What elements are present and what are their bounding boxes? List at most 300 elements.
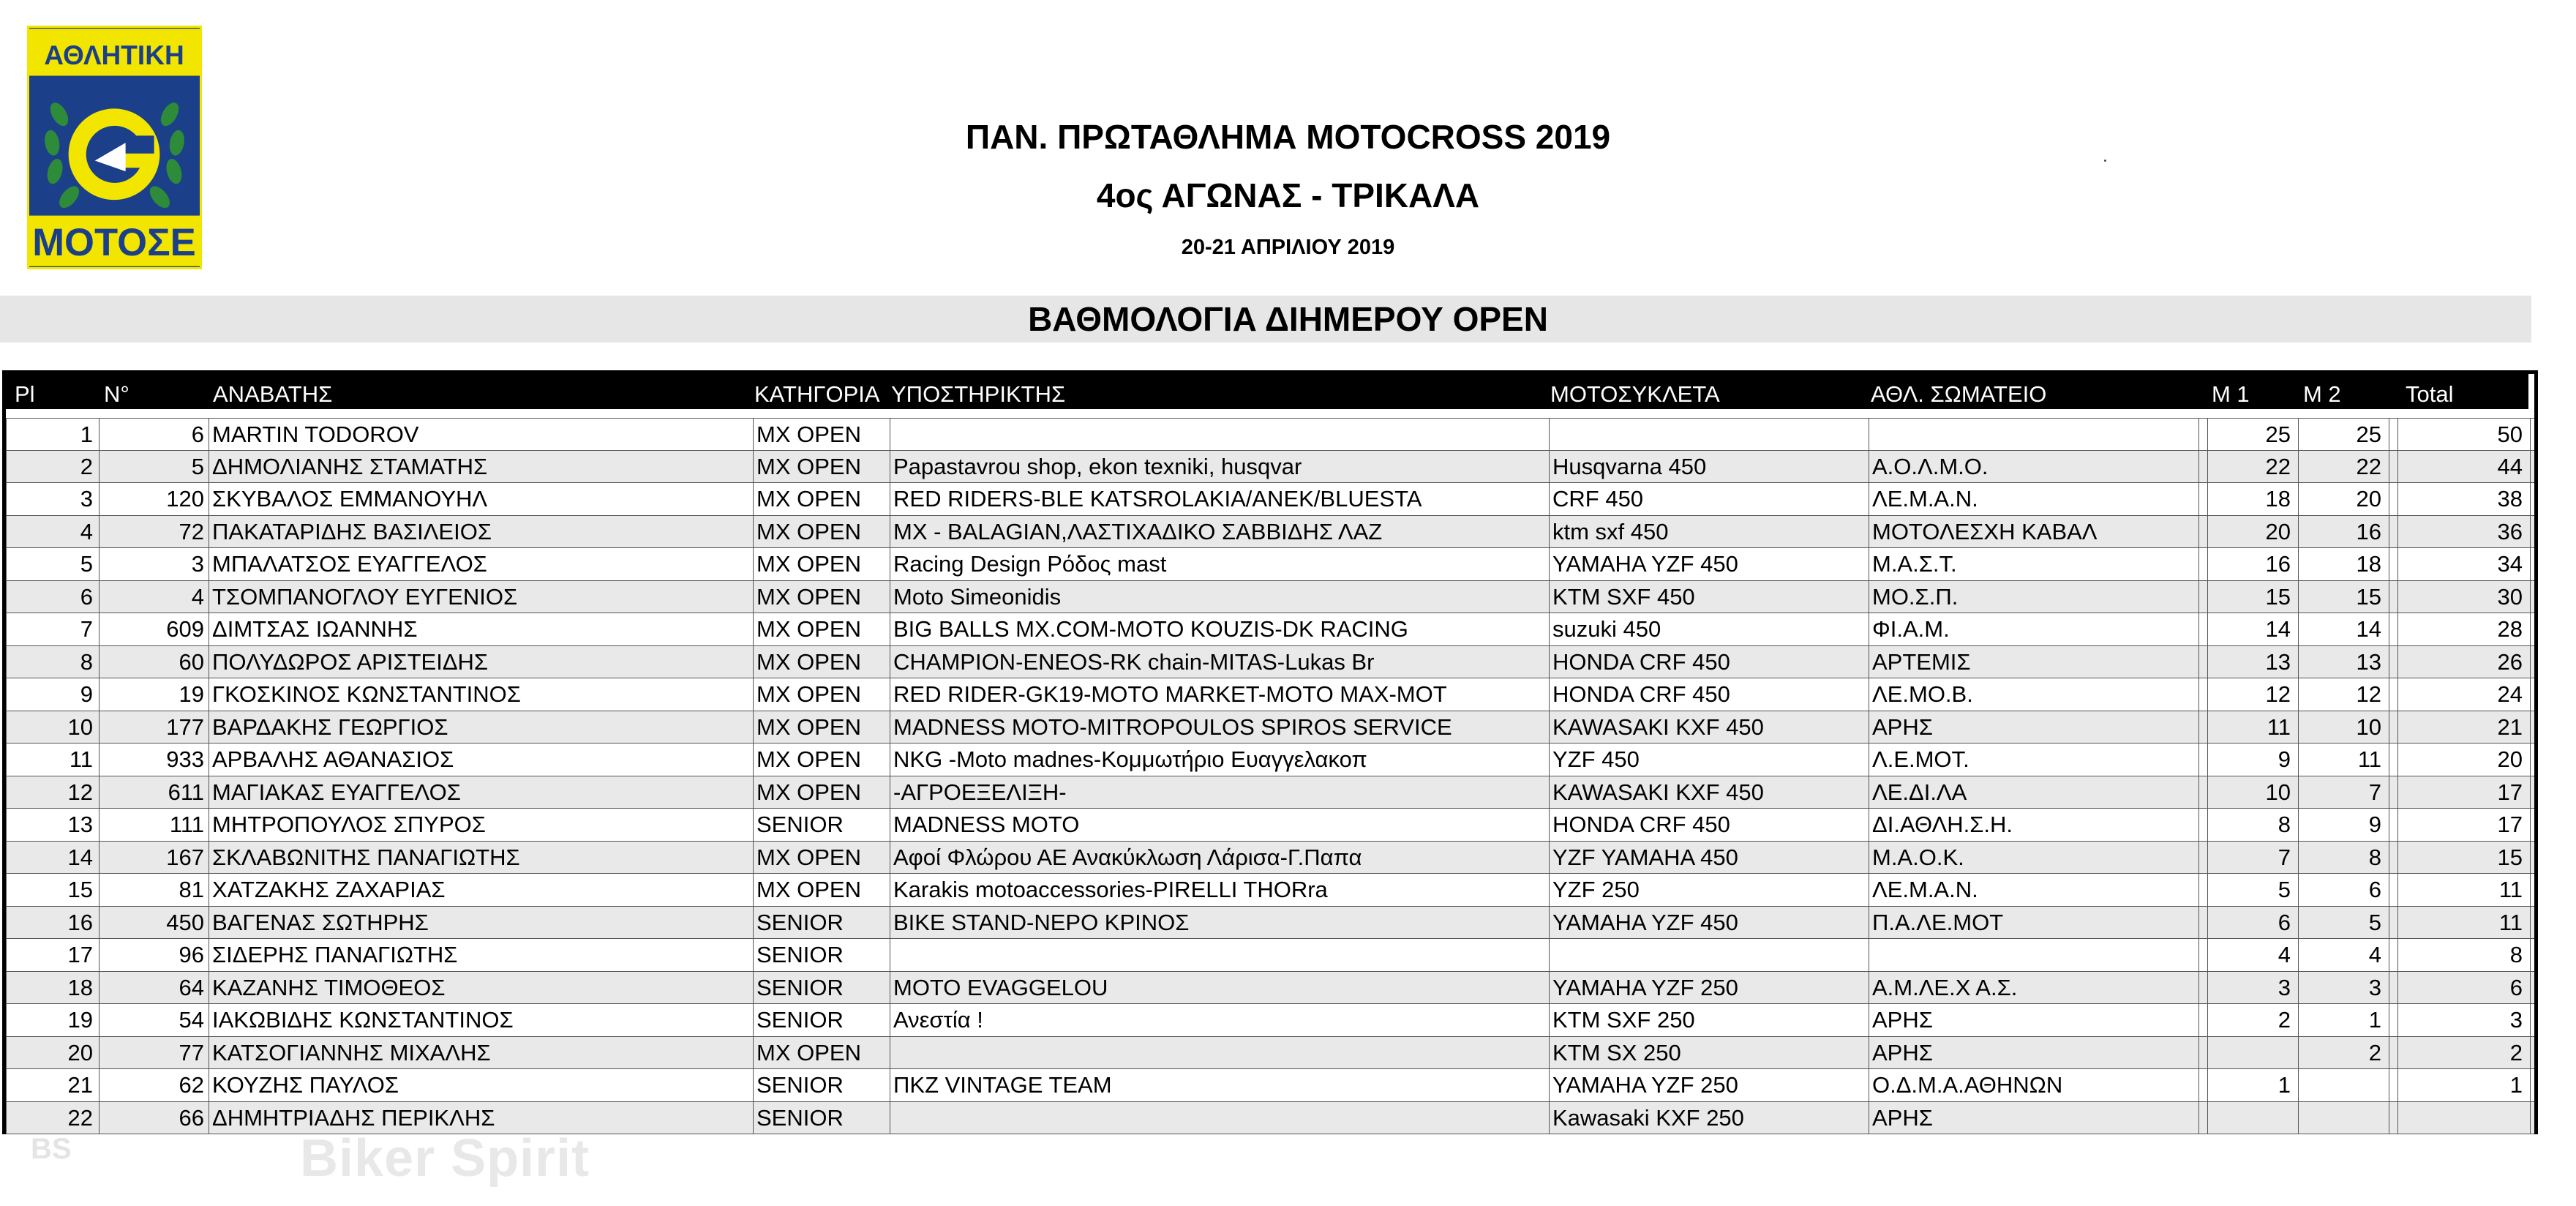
cell-total: 26 <box>2398 646 2531 678</box>
cell-place: 2 <box>6 451 99 483</box>
cell-gap <box>2389 874 2398 906</box>
cell-club: ΑΡΗΣ <box>1869 1037 2199 1069</box>
cell-gap <box>2199 516 2208 548</box>
cell-gap <box>2199 1037 2208 1069</box>
cell-place: 12 <box>6 776 99 809</box>
cell-number: 19 <box>99 678 209 711</box>
cell-gap <box>2199 483 2208 515</box>
cell-motorcycle: YAMAHA YZF 250 <box>1550 1069 1869 1101</box>
cell-rider: ΣΚΥΒΑΛΟΣ ΕΜΜΑΝΟΥΗΛ <box>209 483 754 515</box>
cell-club: ΑΡΗΣ <box>1869 1004 2199 1036</box>
cell-gap <box>2389 809 2398 841</box>
cell-place: 13 <box>6 809 99 841</box>
cell-total: 38 <box>2398 483 2531 515</box>
cell-category: MX OPEN <box>754 776 890 809</box>
cell-motorcycle: KTM SX 250 <box>1550 1037 1869 1069</box>
cell-total: 11 <box>2398 907 2531 939</box>
cell-m1: 10 <box>2208 776 2299 809</box>
cell-category: MX OPEN <box>754 516 890 548</box>
table-row <box>6 548 2534 581</box>
cell-number: 933 <box>99 744 209 776</box>
cell-category: MX OPEN <box>754 646 890 678</box>
cell-rider: ΔΗΜΗΤΡΙΑΔΗΣ ΠΕΡΙΚΛΗΣ <box>209 1102 754 1134</box>
svg-text:ΑΘΛΗΤΙΚΗ: ΑΘΛΗΤΙΚΗ <box>44 39 184 70</box>
table-row <box>6 1004 2534 1037</box>
cell-rider: ΠΟΛΥΔΩΡΟΣ ΑΡΙΣΤΕΙΔΗΣ <box>209 646 754 678</box>
cell-place: 5 <box>6 548 99 580</box>
cell-club: Π.Α.ΛΕ.ΜΟΤ <box>1869 907 2199 939</box>
cell-m2: 25 <box>2299 419 2389 450</box>
cell-gap <box>2199 711 2208 744</box>
col-rider: ΑΝΑΒΑΤΗΣ <box>213 381 333 407</box>
cell-sponsor: CHAMPION-ENEOS-RK chain-MITAS-Lukas Br <box>890 646 1550 678</box>
table-row <box>6 711 2534 744</box>
cell-place: 16 <box>6 907 99 939</box>
cell-m2: 3 <box>2299 972 2389 1004</box>
cell-gap <box>2199 646 2208 678</box>
col-m2: M 2 <box>2303 381 2341 407</box>
cell-place: 21 <box>6 1069 99 1101</box>
cell-club: ΛΕ.ΔΙ.ΛΑ <box>1869 776 2199 809</box>
cell-motorcycle: YZF 450 <box>1550 744 1869 776</box>
table-row <box>6 809 2534 842</box>
cell-gap <box>2199 581 2208 613</box>
col-sponsor: ΥΠΟΣΤΗΡΙΚΤΗΣ <box>891 381 1066 407</box>
cell-sponsor: BIKE STAND-ΝΕΡΟ ΚΡΙΝΟΣ <box>890 907 1550 939</box>
cell-sponsor: Moto Simeonidis <box>890 581 1550 613</box>
cell-club: ΦΙ.Α.Μ. <box>1869 613 2199 645</box>
cell-sponsor: MADNESS MOTO-MITROPOULOS SPIROS SERVICE <box>890 711 1550 744</box>
table-row <box>6 744 2534 776</box>
cell-sponsor: Racing Design Ρόδος mast <box>890 548 1550 580</box>
cell-m1: 16 <box>2208 548 2299 580</box>
cell-place: 4 <box>6 516 99 548</box>
cell-motorcycle <box>1550 939 1869 971</box>
cell-club: Λ.Ε.ΜΟΤ. <box>1869 744 2199 776</box>
cell-rider: ΔΙΜΤΣΑΣ ΙΩΑΝΝΗΣ <box>209 613 754 645</box>
cell-motorcycle: KAWASAKI KXF 450 <box>1550 711 1869 744</box>
cell-number: 111 <box>99 809 209 841</box>
cell-category: MX OPEN <box>754 613 890 645</box>
cell-gap <box>2389 419 2398 450</box>
cell-sponsor: Αφοί Φλώρου ΑΕ Ανακύκλωση Λάρισα-Γ.Παπα <box>890 842 1550 874</box>
cell-sponsor: Karakis motoaccessories-PIRELLI THORra <box>890 874 1550 906</box>
cell-m1: 13 <box>2208 646 2299 678</box>
cell-category: SENIOR <box>754 1004 890 1036</box>
cell-rider: ΜΠΑΛΑΤΣΟΣ ΕΥΑΓΓΕΛΟΣ <box>209 548 754 580</box>
table-body <box>6 418 2534 1134</box>
cell-sponsor: Ανεστία ! <box>890 1004 1550 1036</box>
cell-gap <box>2199 776 2208 809</box>
cell-club: Α.Ο.Λ.Μ.Ο. <box>1869 451 2199 483</box>
cell-motorcycle: YAMAHA YZF 250 <box>1550 972 1869 1004</box>
cell-motorcycle: Kawasaki KXF 250 <box>1550 1102 1869 1134</box>
cell-total: 15 <box>2398 842 2531 874</box>
cell-m1: 2 <box>2208 1004 2299 1036</box>
cell-motorcycle: Husqvarna 450 <box>1550 451 1869 483</box>
cell-m2: 18 <box>2299 548 2389 580</box>
cell-motorcycle: KTM SXF 450 <box>1550 581 1869 613</box>
cell-gap <box>2389 678 2398 711</box>
cell-m2: 22 <box>2299 451 2389 483</box>
cell-category: MX OPEN <box>754 874 890 906</box>
section-title: ΒΑΘΜΟΛΟΓΙΑ ΔΙΗΜΕΡΟΥ OPEN <box>1028 300 1548 338</box>
cell-motorcycle: HONDA CRF 450 <box>1550 646 1869 678</box>
table-row <box>6 451 2534 484</box>
table-row <box>6 907 2534 940</box>
cell-total: 2 <box>2398 1037 2531 1069</box>
cell-place: 17 <box>6 939 99 971</box>
cell-total: 28 <box>2398 613 2531 645</box>
cell-rider: ΜΗΤΡΟΠΟΥΛΟΣ ΣΠΥΡΟΣ <box>209 809 754 841</box>
cell-m2: 11 <box>2299 744 2389 776</box>
table-row <box>6 516 2534 549</box>
cell-m2: 10 <box>2299 711 2389 744</box>
cell-motorcycle: ktm sxf 450 <box>1550 516 1869 548</box>
cell-place: 14 <box>6 842 99 874</box>
cell-gap <box>2199 939 2208 971</box>
cell-gap <box>2389 972 2398 1004</box>
cell-club: ΑΡΗΣ <box>1869 1102 2199 1134</box>
cell-m2: 4 <box>2299 939 2389 971</box>
cell-m2: 5 <box>2299 907 2389 939</box>
cell-gap <box>2199 842 2208 874</box>
cell-club: ΔΙ.ΑΘΛΗ.Σ.Η. <box>1869 809 2199 841</box>
col-motorcycle: ΜΟΤΟΣΥΚΛΕΤΑ <box>1550 381 1720 407</box>
cell-gap <box>2389 744 2398 776</box>
cell-gap <box>2389 1069 2398 1101</box>
cell-club: ΑΡΤΕΜΙΣ <box>1869 646 2199 678</box>
cell-club: ΜΟ.Σ.Π. <box>1869 581 2199 613</box>
cell-total: 8 <box>2398 939 2531 971</box>
svg-text:ΜΟΤΟΣΕ: ΜΟΤΟΣΕ <box>32 221 196 265</box>
cell-motorcycle: HONDA CRF 450 <box>1550 809 1869 841</box>
cell-sponsor: -ΑΓΡΟΕΞΕΛΙΞΗ- <box>890 776 1550 809</box>
cell-number: 77 <box>99 1037 209 1069</box>
cell-club: ΛΕ.Μ.Α.Ν. <box>1869 483 2199 515</box>
cell-gap <box>2199 1069 2208 1101</box>
cell-sponsor <box>890 419 1550 450</box>
cell-motorcycle: suzuki 450 <box>1550 613 1869 645</box>
cell-club: ΛΕ.ΜΟ.Β. <box>1869 678 2199 711</box>
table-row <box>6 874 2534 907</box>
cell-total: 3 <box>2398 1004 2531 1036</box>
cell-number: 6 <box>99 419 209 450</box>
cell-category: MX OPEN <box>754 419 890 450</box>
cell-rider: ΙΑΚΩΒΙΔΗΣ ΚΩΝΣΤΑΝΤΙΝΟΣ <box>209 1004 754 1036</box>
cell-gap <box>2389 613 2398 645</box>
cell-m1: 20 <box>2208 516 2299 548</box>
cell-gap <box>2199 613 2208 645</box>
cell-motorcycle: YAMAHA YZF 450 <box>1550 907 1869 939</box>
cell-number: 60 <box>99 646 209 678</box>
cell-m1: 6 <box>2208 907 2299 939</box>
cell-number: 120 <box>99 483 209 515</box>
cell-m1: 9 <box>2208 744 2299 776</box>
cell-m2: 13 <box>2299 646 2389 678</box>
cell-m2: 6 <box>2299 874 2389 906</box>
cell-gap <box>2389 516 2398 548</box>
cell-m1: 15 <box>2208 581 2299 613</box>
cell-gap <box>2199 548 2208 580</box>
cell-sponsor: MX - BALAGIAN,ΛΑΣΤΙΧΑΔΙΚΟ ΣΑΒΒΙΔΗΣ ΛΑΖ <box>890 516 1550 548</box>
col-no: N° <box>104 381 129 407</box>
cell-number: 62 <box>99 1069 209 1101</box>
cell-category: MX OPEN <box>754 842 890 874</box>
cell-rider: ΜΑΓΙΑΚΑΣ ΕΥΑΓΓΕΛΟΣ <box>209 776 754 809</box>
cell-m2: 8 <box>2299 842 2389 874</box>
cell-gap <box>2199 451 2208 483</box>
cell-total: 44 <box>2398 451 2531 483</box>
cell-number: 450 <box>99 907 209 939</box>
cell-gap <box>2199 874 2208 906</box>
cell-category: MX OPEN <box>754 451 890 483</box>
cell-category: MX OPEN <box>754 744 890 776</box>
cell-sponsor <box>890 1037 1550 1069</box>
table-row <box>6 646 2534 679</box>
cell-m2: 12 <box>2299 678 2389 711</box>
cell-motorcycle <box>1550 419 1869 450</box>
cell-club: ΜΟΤΟΛΕΣΧΗ ΚΑΒΑΛ <box>1869 516 2199 548</box>
table-row <box>6 418 2534 451</box>
cell-club: Ο.Δ.Μ.Α.ΑΘΗΝΩΝ <box>1869 1069 2199 1101</box>
cell-total: 1 <box>2398 1069 2531 1101</box>
cell-number: 609 <box>99 613 209 645</box>
cell-number: 96 <box>99 939 209 971</box>
cell-m2: 14 <box>2299 613 2389 645</box>
cell-gap <box>2389 581 2398 613</box>
cell-number: 66 <box>99 1102 209 1134</box>
cell-club <box>1869 419 2199 450</box>
cell-gap <box>2389 907 2398 939</box>
cell-rider: ΓΚΟΣΚΙΝΟΣ ΚΩΝΣΤΑΝΤΙΝΟΣ <box>209 678 754 711</box>
cell-motorcycle: YZF 250 <box>1550 874 1869 906</box>
cell-motorcycle: YAMAHA YZF 450 <box>1550 548 1869 580</box>
cell-rider: ΒΑΓΕΝΑΣ ΣΩΤΗΡΗΣ <box>209 907 754 939</box>
cell-m2 <box>2299 1102 2389 1134</box>
cell-place: 15 <box>6 874 99 906</box>
cell-sponsor: MADNESS MOTO <box>890 809 1550 841</box>
cell-gap <box>2389 548 2398 580</box>
table-row <box>6 972 2534 1005</box>
cell-total <box>2398 1102 2531 1134</box>
table-header <box>6 374 2528 409</box>
cell-place: 3 <box>6 483 99 515</box>
cell-m1 <box>2208 1102 2299 1134</box>
cell-place: 6 <box>6 581 99 613</box>
cell-total: 34 <box>2398 548 2531 580</box>
cell-category: SENIOR <box>754 939 890 971</box>
cell-sponsor <box>890 939 1550 971</box>
cell-gap <box>2199 419 2208 450</box>
cell-club: Α.Μ.ΛΕ.Χ Α.Σ. <box>1869 972 2199 1004</box>
cell-gap <box>2389 451 2398 483</box>
cell-club: Μ.Α.Σ.Τ. <box>1869 548 2199 580</box>
cell-place: 22 <box>6 1102 99 1134</box>
cell-rider: ΔΗΜΟΛΙΑΝΗΣ ΣΤΑΜΑΤΗΣ <box>209 451 754 483</box>
cell-gap <box>2199 972 2208 1004</box>
cell-club: ΛΕ.Μ.Α.Ν. <box>1869 874 2199 906</box>
cell-m1: 4 <box>2208 939 2299 971</box>
table-row <box>6 939 2534 972</box>
cell-m1: 3 <box>2208 972 2299 1004</box>
watermark-text: Biker Spirit <box>300 1129 590 1188</box>
cell-m1: 14 <box>2208 613 2299 645</box>
cell-total: 17 <box>2398 776 2531 809</box>
cell-gap <box>2199 678 2208 711</box>
cell-place: 18 <box>6 972 99 1004</box>
col-pl: Pl <box>15 381 35 407</box>
cell-place: 19 <box>6 1004 99 1036</box>
cell-gap <box>2389 711 2398 744</box>
cell-m1: 25 <box>2208 419 2299 450</box>
cell-rider: ΠΑΚΑΤΑΡΙΔΗΣ ΒΑΣΙΛΕΙΟΣ <box>209 516 754 548</box>
cell-gap <box>2389 1102 2398 1134</box>
cell-category: SENIOR <box>754 809 890 841</box>
cell-rider: ΧΑΤΖΑΚΗΣ ΖΑΧΑΡΙΑΣ <box>209 874 754 906</box>
cell-total: 20 <box>2398 744 2531 776</box>
race-date: 20-21 ΑΠΡΙΛΙΟΥ 2019 <box>1181 236 1395 259</box>
cell-total: 21 <box>2398 711 2531 744</box>
cell-m2: 1 <box>2299 1004 2389 1036</box>
table-row <box>6 581 2534 614</box>
cell-total: 30 <box>2398 581 2531 613</box>
cell-category: MX OPEN <box>754 711 890 744</box>
cell-category: SENIOR <box>754 1069 890 1101</box>
cell-gap <box>2199 809 2208 841</box>
cell-sponsor: NKG -Moto madnes-Κομμωτήριο Ευαγγελακοπ <box>890 744 1550 776</box>
watermark-mark: BS <box>31 1133 72 1165</box>
cell-rider: ΤΣΟΜΠΑΝΟΓΛΟΥ ΕΥΓΕΝΙΟΣ <box>209 581 754 613</box>
cell-m1: 22 <box>2208 451 2299 483</box>
cell-rider: ΒΑΡΔΑΚΗΣ ΓΕΩΡΓΙΟΣ <box>209 711 754 744</box>
cell-m1: 8 <box>2208 809 2299 841</box>
cell-category: MX OPEN <box>754 548 890 580</box>
cell-category: MX OPEN <box>754 1037 890 1069</box>
cell-number: 54 <box>99 1004 209 1036</box>
cell-rider: ΚΟΥΖΗΣ ΠΑΥΛΟΣ <box>209 1069 754 1101</box>
cell-number: 611 <box>99 776 209 809</box>
cell-rider: ΚΑΖΑΝΗΣ ΤΙΜΟΘΕΟΣ <box>209 972 754 1004</box>
cell-place: 8 <box>6 646 99 678</box>
cell-motorcycle: KTM SXF 250 <box>1550 1004 1869 1036</box>
cell-category: SENIOR <box>754 972 890 1004</box>
cell-m1: 1 <box>2208 1069 2299 1101</box>
standings-table <box>2 370 2538 1134</box>
cell-motorcycle: KAWASAKI KXF 450 <box>1550 776 1869 809</box>
cell-m2: 20 <box>2299 483 2389 515</box>
cell-m1: 12 <box>2208 678 2299 711</box>
race-subtitle: 4ος ΑΓΩΝΑΣ - ΤΡΙΚΑΛΑ <box>1096 176 1480 214</box>
cell-m1: 5 <box>2208 874 2299 906</box>
table-row <box>6 776 2534 809</box>
col-category: ΚΑΤΗΓΟΡΙΑ <box>754 381 880 407</box>
cell-gap <box>2389 939 2398 971</box>
cell-category: MX OPEN <box>754 678 890 711</box>
cell-m2: 15 <box>2299 581 2389 613</box>
cell-number: 5 <box>99 451 209 483</box>
cell-number: 4 <box>99 581 209 613</box>
cell-place: 1 <box>6 419 99 450</box>
cell-gap <box>2199 907 2208 939</box>
cell-number: 3 <box>99 548 209 580</box>
cell-m1 <box>2208 1037 2299 1069</box>
cell-total: 24 <box>2398 678 2531 711</box>
championship-title: ΠΑΝ. ΠΡΩΤΑΘΛΗΜΑ MOTOCROSS 2019 <box>965 118 1611 156</box>
cell-number: 81 <box>99 874 209 906</box>
cell-rider: ΑΡΒΑΛΗΣ ΑΘΑΝΑΣΙΟΣ <box>209 744 754 776</box>
cell-m2 <box>2299 1069 2389 1101</box>
cell-gap <box>2389 646 2398 678</box>
cell-m1: 7 <box>2208 842 2299 874</box>
cell-total: 36 <box>2398 516 2531 548</box>
cell-number: 72 <box>99 516 209 548</box>
col-club: ΑΘΛ. ΣΩΜΑΤΕΙΟ <box>1871 381 2047 407</box>
cell-motorcycle: CRF 450 <box>1550 483 1869 515</box>
cell-sponsor: RED RIDERS-BLE KATSROLAKIA/ANEK/BLUESTA <box>890 483 1550 515</box>
cell-place: 10 <box>6 711 99 744</box>
cell-m2: 7 <box>2299 776 2389 809</box>
cell-m1: 11 <box>2208 711 2299 744</box>
cell-total: 11 <box>2398 874 2531 906</box>
cell-gap <box>2199 1102 2208 1134</box>
cell-total: 6 <box>2398 972 2531 1004</box>
cell-number: 177 <box>99 711 209 744</box>
cell-total: 17 <box>2398 809 2531 841</box>
cell-sponsor: ΠΚΖ VINTAGE TEAM <box>890 1069 1550 1101</box>
cell-category: SENIOR <box>754 907 890 939</box>
cell-sponsor <box>890 1102 1550 1134</box>
cell-category: MX OPEN <box>754 483 890 515</box>
cell-m1: 18 <box>2208 483 2299 515</box>
table-row <box>6 678 2534 711</box>
col-total: Total <box>2406 381 2454 407</box>
cell-sponsor: RED RIDER-GK19-MOTO MARKET-MOTO MAX-MOT <box>890 678 1550 711</box>
cell-gap <box>2199 744 2208 776</box>
cell-sponsor: Papastavrou shop, ekon texniki, husqvar <box>890 451 1550 483</box>
cell-motorcycle: YZF YAMAHA 450 <box>1550 842 1869 874</box>
table-row <box>6 1069 2534 1102</box>
cell-gap <box>2389 1004 2398 1036</box>
cell-m2: 9 <box>2299 809 2389 841</box>
cell-place: 9 <box>6 678 99 711</box>
cell-place: 7 <box>6 613 99 645</box>
table-row <box>6 842 2534 874</box>
cell-number: 167 <box>99 842 209 874</box>
cell-total: 50 <box>2398 419 2531 450</box>
cell-club <box>1869 939 2199 971</box>
cell-category: SENIOR <box>754 1102 890 1134</box>
cell-sponsor: BIG BALLS MX.COM-MOTO KOUZIS-DK RACING <box>890 613 1550 645</box>
cell-gap <box>2389 842 2398 874</box>
cell-gap <box>2389 483 2398 515</box>
cell-rider: MARTIN TODOROV <box>209 419 754 450</box>
col-m1: M 1 <box>2212 381 2250 407</box>
cell-gap <box>2389 1037 2398 1069</box>
cell-gap <box>2389 776 2398 809</box>
table-row <box>6 483 2534 516</box>
stray-dot <box>2104 160 2106 162</box>
table-row <box>6 613 2534 646</box>
cell-place: 20 <box>6 1037 99 1069</box>
cell-place: 11 <box>6 744 99 776</box>
cell-club: Μ.Α.Ο.Κ. <box>1869 842 2199 874</box>
cell-club: ΑΡΗΣ <box>1869 711 2199 744</box>
cell-m2: 2 <box>2299 1037 2389 1069</box>
cell-rider: ΣΚΛΑΒΩΝΙΤΗΣ ΠΑΝΑΓΙΩΤΗΣ <box>209 842 754 874</box>
cell-m2: 16 <box>2299 516 2389 548</box>
cell-category: MX OPEN <box>754 581 890 613</box>
